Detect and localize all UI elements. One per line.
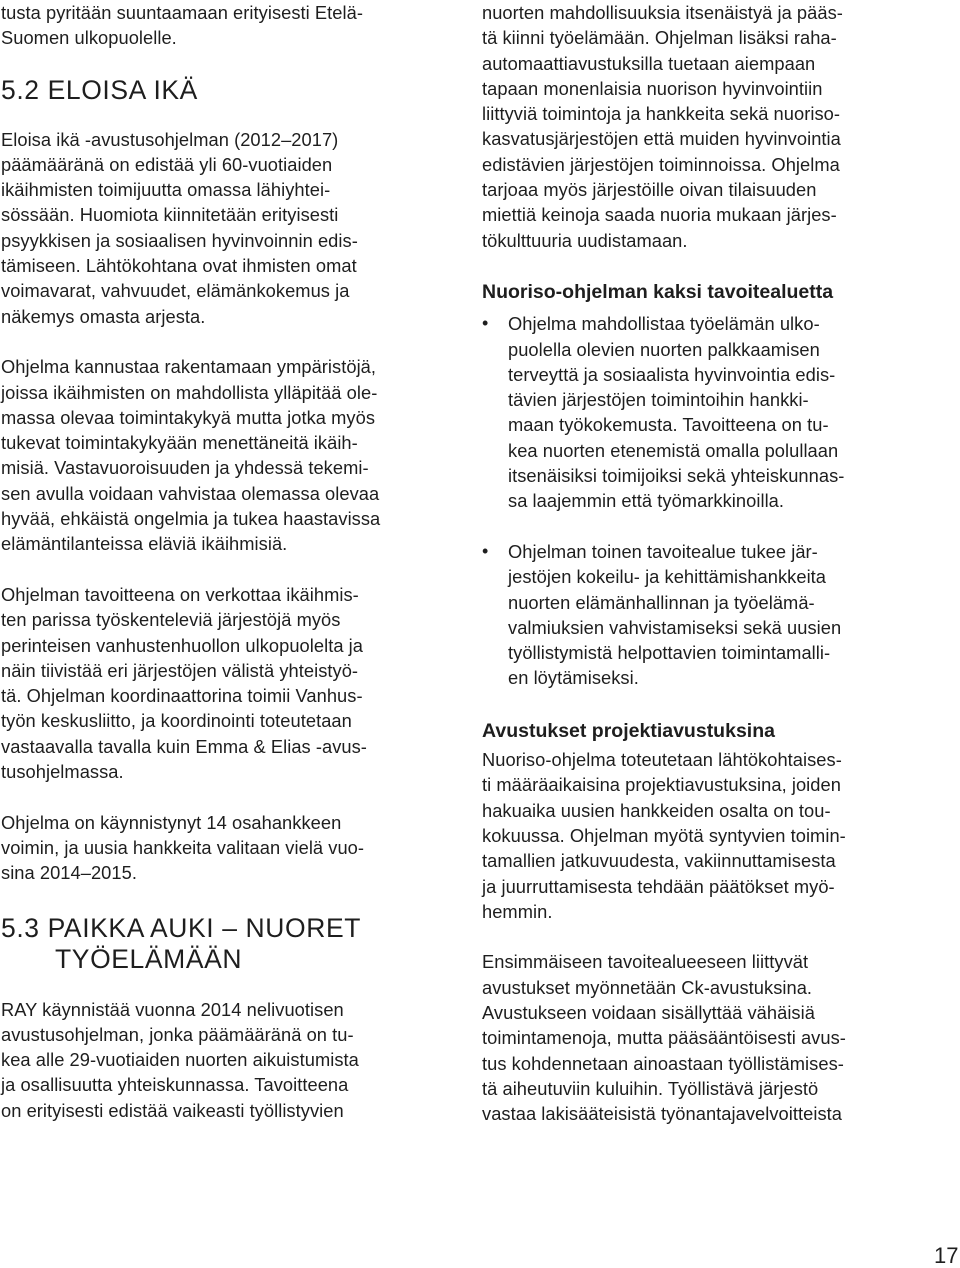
section-heading-5-3 [1, 913, 446, 975]
text-line: joissa ikäihmisten on mahdollista ylläpitää ole- [1, 381, 378, 403]
bullet-item [482, 539, 927, 691]
text-line: hemmin. [482, 900, 553, 922]
text-line: näkemys omasta arjesta. [1, 305, 206, 327]
text-line: ja osallisuutta yhteiskunnassa. Tavoitteena [1, 1074, 349, 1096]
section-number: 5.2 [1, 74, 40, 105]
text-line: itsenäisiksi toimijoiksi sekä yhteiskunnas- [508, 465, 845, 487]
text-line: hyvää, ehkäistä ongelmia ja tukea haastavissa [1, 508, 381, 530]
subheading-objectives: Nuoriso-ohjelman kaksi tavoitealuetta [482, 280, 834, 303]
text-line: tä. Ohjelman koordinaattorina toimii Vanhus- [1, 685, 363, 707]
text-line: vastaa lakisääteisistä työnantajavelvoitteista [482, 1103, 842, 1125]
text-line: avustukset myönnetään Ck-avustuksina. [482, 976, 813, 998]
page-number: 17 [934, 1243, 959, 1268]
section-title-line: TYÖELÄMÄÄN [55, 943, 243, 974]
section-title: ELOISA IKÄ [47, 74, 198, 105]
text-line: voimin, ja uusia hankkeita valitaan vielä vuo- [1, 836, 365, 858]
paragraph [1, 582, 446, 784]
text-line: ti määräaikaisina projektiavustuksina, joiden [482, 774, 841, 796]
text-line: Ohjelma on käynnistynyt 14 osahankkeen [1, 811, 342, 833]
text-line: kasvatusjärjestöjen että muiden hyvinvointia [482, 128, 841, 150]
text-line: tusohjelmassa. [1, 761, 124, 783]
text-line: perinteisen vanhustenhuollon ulkopuolelta ja [1, 634, 363, 656]
text-line: toimintamenoja, mutta pääsääntöisesti avus- [482, 1027, 846, 1049]
text-line: puolella olevien nuorten palkkaamisen [508, 338, 820, 360]
paragraph [1, 997, 446, 1123]
text-line: Eloisa ikä -avustusohjelman (2012–2017) [1, 128, 339, 150]
section-heading-5-2 [1, 75, 446, 106]
text-line: Ohjelman tavoitteena on verkottaa ikäihmis- [1, 583, 359, 605]
text-line: Ohjelma mahdollistaa työelämän ulko- [508, 313, 820, 335]
text-line: valmiuksien vahvistamiseksi sekä uusien [508, 616, 842, 638]
text-line: automaattiavustuksilla tuetaan aiempaan [482, 52, 816, 74]
bullet-icon: • [482, 313, 489, 334]
bullet-icon: • [482, 540, 489, 561]
paragraph [1, 127, 446, 329]
text-line: Avustukseen voidaan sisällyttää vähäisiä [482, 1001, 815, 1023]
text-line: näin tiivistää eri järjestöjen välistä yhteistyö- [1, 659, 359, 681]
text-line: Nuoriso-ohjelma toteutetaan lähtökohtaises- [482, 749, 842, 771]
paragraph [482, 949, 927, 1126]
text-line: Ohjelman toinen tavoitealue tukee jär- [508, 540, 818, 562]
text-line: työn keskusliitto, ja koordinointi toteutetaan [1, 710, 352, 732]
text-line: tukevat toimintakykyään menettäneitä ikäih- [1, 432, 358, 454]
paragraph [482, 747, 927, 924]
left-column [1, 0, 446, 1123]
text-line: Ensimmäiseen tavoitealueeseen liittyvät [482, 951, 809, 973]
text-line: kea nuorten etenemistä omalla polullaan [508, 439, 839, 461]
section-title-line: PAIKKA AUKI – NUORET [47, 912, 362, 943]
text-line: massa olevaa toimintakykyä mutta jotka myös [1, 406, 376, 428]
text-line: hakuaika uusien hankkeiden osalta on tou- [482, 799, 831, 821]
text-line: kokuussa. Ohjelman myötä syntyvien toimin- [482, 824, 846, 846]
text-line: sössään. Huomiota kiinnitetään erityisesti [1, 204, 339, 226]
section-number: 5.3 [1, 912, 40, 943]
text-line: on erityisesti edistää vaikeasti työllistyvien [1, 1099, 344, 1121]
text-line: tä kiinni työelämään. Ohjelman lisäksi raha- [482, 27, 837, 49]
text-line: en löytämiseksi. [508, 667, 639, 689]
text-line: ikäihmisten toimijuutta omassa lähiyhtei- [1, 179, 331, 201]
paragraph [482, 0, 927, 253]
text-line: päämääränä on edistää yli 60-vuotiaiden [1, 153, 333, 175]
text-line: nuorten elämänhallinnan ja työelämä- [508, 591, 815, 613]
text-line: maan työkokemusta. Tavoitteena on tu- [508, 414, 829, 436]
text-line: tökulttuuria uudistamaan. [482, 229, 688, 251]
text-line: edistävien järjestöjen toiminnoissa. Ohjelma [482, 153, 840, 175]
text-line: tä aiheutuviin kuluihin. Työllistävä järjestö [482, 1077, 819, 1099]
text-line: kea alle 29-vuotiaiden nuorten aikuistumista [1, 1049, 359, 1071]
text-line: elämäntilanteissa eläviä ikäihmisiä. [1, 533, 288, 555]
text-line: tävien järjestöjen toimintoihin hankki- [508, 389, 809, 411]
text-line: Suomen ulkopuolelle. [1, 27, 177, 49]
text-line: tapaan monenlaisia nuorison hyvinvointiin [482, 77, 823, 99]
text-line: tusta pyritään suuntaamaan erityisesti Etelä- [1, 2, 363, 23]
text-line: tämiseen. Lähtökohtana ovat ihmisten omat [1, 255, 357, 277]
text-line: terveyttä ja sosiaalista hyvinvointia edis- [508, 363, 836, 385]
text-line: tamallien jatkuvuudesta, vakiinnuttamisesta [482, 850, 836, 872]
text-line: misiä. Vastavuoroisuuden ja yhdessä tekemi- [1, 457, 369, 479]
text-line: tarjoaa myös järjestöille oivan tilaisuuden [482, 179, 817, 201]
text-line: avustusohjelman, jonka päämääränä on tu- [1, 1023, 354, 1045]
text-line: sina 2014–2015. [1, 862, 137, 884]
text-line: ten parissa työskenteleviä järjestöjä myös [1, 609, 341, 631]
text-line: tus kohdennetaan ainoastaan työllistämises- [482, 1052, 844, 1074]
text-line: psyykkisen ja sosiaalisen hyvinvoinnin edis- [1, 229, 358, 251]
text-line: RAY käynnistää vuonna 2014 nelivuotisen [1, 998, 344, 1020]
text-line: sa laajemmin että työmarkkinoilla. [508, 490, 785, 512]
right-column [482, 0, 927, 1126]
paragraph [1, 354, 446, 556]
paragraph [1, 810, 446, 886]
text-line: vastaavalla tavalla kuin Emma & Elias -avus- [1, 735, 367, 757]
text-line: liittyviä toimintoja ja hankkeita sekä nuoriso- [482, 103, 840, 125]
text-line: voimavarat, vahvuudet, elämänkokemus ja [1, 280, 350, 302]
text-line: työllistymistä helpottavien toimintamalli- [508, 642, 831, 664]
text-line: nuorten mahdollisuuksia itsenäistyä ja pääs- [482, 2, 843, 23]
intro-paragraph [1, 0, 446, 51]
bullet-item [482, 311, 927, 513]
text-line: miettiä keinoja saada nuoria mukaan järjes- [482, 204, 837, 226]
text-line: Ohjelma kannustaa rakentamaan ympäristöjä, [1, 356, 377, 378]
subheading-grants: Avustukset projektiavustuksina [482, 719, 775, 742]
text-line: jestöjen kokeilu- ja kehittämishankkeita [508, 566, 827, 588]
text-line: ja juurruttamisesta tehdään päätökset myö- [482, 875, 835, 897]
text-line: sen avulla voidaan vahvistaa olemassa olevaa [1, 482, 380, 504]
